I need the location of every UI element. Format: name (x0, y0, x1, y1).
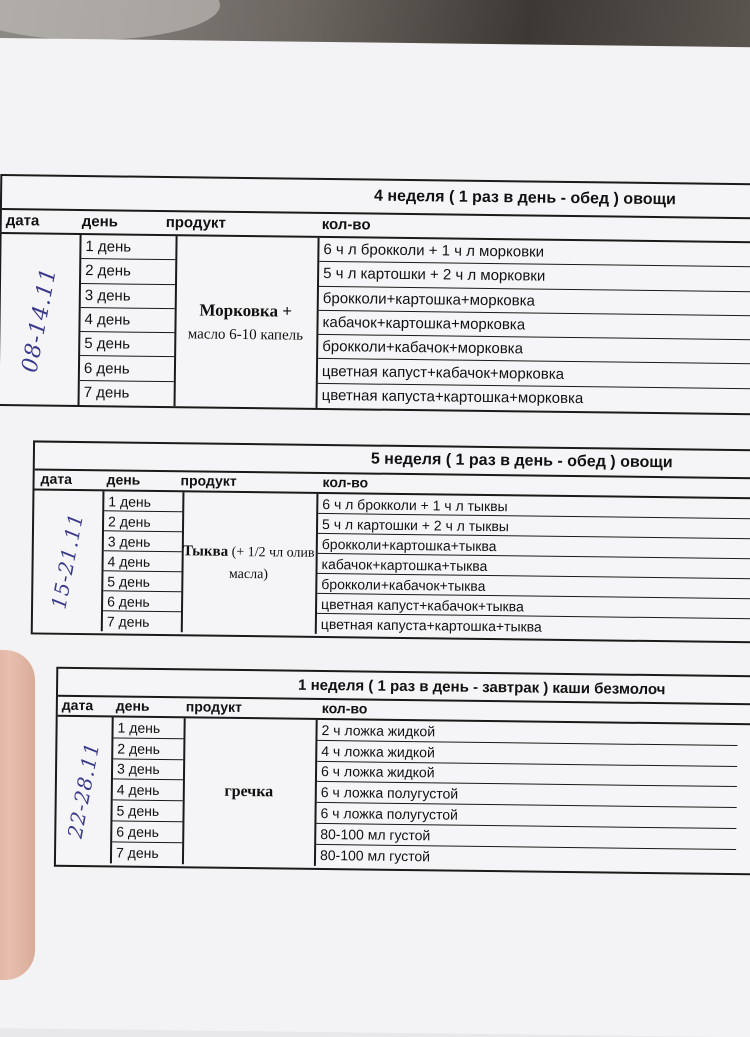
product-main: Тыква (182, 543, 229, 561)
header-product: продукт (180, 472, 237, 489)
day-cell: 2 день (81, 259, 175, 284)
qty-cell: кабачок+картошка+морковка (318, 311, 750, 341)
day-cell: 7 день (115, 844, 159, 862)
day-column (78, 235, 178, 406)
qty-cell: 6 ч ложка жидкой (317, 762, 737, 788)
header-date: дата (61, 696, 94, 714)
finger-holding-paper (0, 650, 35, 980)
qty-cell: 5 ч л картошки + 2 ч л морковки (319, 262, 750, 292)
day-cell: 1 день (81, 235, 175, 260)
qty-column (315, 494, 750, 639)
week-title-text: 4 неделя ( 1 раз в день - обед ) овощи (373, 187, 676, 209)
qty-cell: 80-100 мл густой (316, 824, 736, 850)
qty-cell: 6 ч л брокколи + 1 ч л тыквы (318, 494, 750, 519)
week-title-text: 1 неделя ( 1 раз в день - завтрак ) каши безмолоч (298, 676, 666, 698)
day-cell: 4 день (103, 551, 181, 572)
day-cell: 7 день (83, 384, 130, 402)
header-product: продукт (165, 214, 226, 232)
day-cell: 5 день (80, 332, 174, 357)
week-5-table (31, 440, 750, 643)
qty-cell: брокколи+картошка+морковка (319, 287, 750, 317)
week-title-text: 5 неделя ( 1 раз в день - обед ) овощи (370, 450, 673, 472)
qty-cell: брокколи+картошка+тыква (318, 534, 750, 559)
week-1-porridge-table (54, 667, 750, 876)
day-cell: 7 день (106, 613, 150, 630)
product-note: масло 6-10 капель (187, 325, 304, 344)
table-body (56, 717, 750, 872)
header-qty: кол-во (321, 215, 371, 234)
week-4-table (0, 174, 750, 415)
header-day: день (106, 471, 141, 488)
handwritten-date (33, 490, 103, 631)
qty-cell: кабачок+картошка+тыква (317, 554, 750, 579)
day-cell: 2 день (113, 738, 183, 760)
day-cell: 6 день (80, 356, 174, 381)
day-column (110, 717, 186, 863)
qty-column (316, 238, 750, 414)
qty-cell: цветная капуста+картошка+морковка (321, 387, 584, 408)
day-cell: 3 день (81, 284, 175, 309)
qty-cell: цветная капуст+кабачок+тыква (317, 594, 750, 619)
qty-cell: цветная капуста+картошка+тыква (320, 615, 542, 635)
qty-cell: брокколи+кабачок+тыква (317, 574, 750, 599)
header-qty: кол-во (321, 699, 368, 717)
qty-cell: 2 ч ложка жидкой (317, 720, 737, 746)
header-product: продукт (185, 698, 243, 716)
day-cell: 4 день (80, 308, 174, 333)
date-note: 15-21.11 (46, 510, 89, 611)
qty-cell: 6 ч л брокколи + 1 ч л морковки (319, 238, 750, 268)
day-cell: 2 день (104, 511, 182, 532)
header-date: дата (40, 470, 73, 487)
qty-cell: 4 ч ложка жидкой (317, 741, 737, 767)
day-cell: 1 день (113, 717, 183, 739)
day-cell: 3 день (113, 759, 183, 781)
day-cell: 5 день (112, 801, 182, 823)
day-cell: 5 день (103, 571, 181, 592)
product-cell (174, 236, 318, 408)
handwritten-date (0, 234, 80, 405)
paper-sheet (0, 38, 750, 1037)
day-cell: 1 день (104, 491, 182, 512)
table-body (33, 490, 750, 639)
qty-cell: цветная капуст+кабачок+морковка (318, 359, 750, 389)
product-note: (+ 1/2 чл олив масла) (228, 545, 315, 583)
header-date: дата (5, 212, 40, 230)
header-day: день (115, 697, 150, 714)
date-note: 22-28.11 (62, 739, 105, 841)
product-main: гречка (224, 782, 274, 801)
day-cell: 4 день (113, 780, 183, 802)
header-qty: кол-во (322, 473, 369, 491)
day-cell: 6 день (103, 591, 181, 612)
day-cell: 3 день (104, 531, 182, 552)
product-cell (181, 492, 317, 634)
qty-cell: 80-100 мл густой (319, 847, 431, 865)
product-cell (182, 718, 316, 866)
day-column (101, 491, 185, 632)
qty-cell: 6 ч ложка полугустой (316, 803, 736, 829)
qty-cell: брокколи+кабачок+морковка (318, 335, 750, 365)
table-body (0, 234, 750, 413)
day-cell: 6 день (112, 821, 182, 843)
qty-cell: 5 ч л картошки + 2 ч л тыквы (318, 514, 750, 539)
qty-column (314, 720, 738, 871)
header-day: день (81, 213, 119, 231)
qty-cell: 6 ч ложка полугустой (317, 782, 737, 808)
handwritten-date (56, 717, 112, 864)
product-main: Морковка + (199, 300, 293, 321)
date-note: 08-14.11 (17, 264, 62, 375)
